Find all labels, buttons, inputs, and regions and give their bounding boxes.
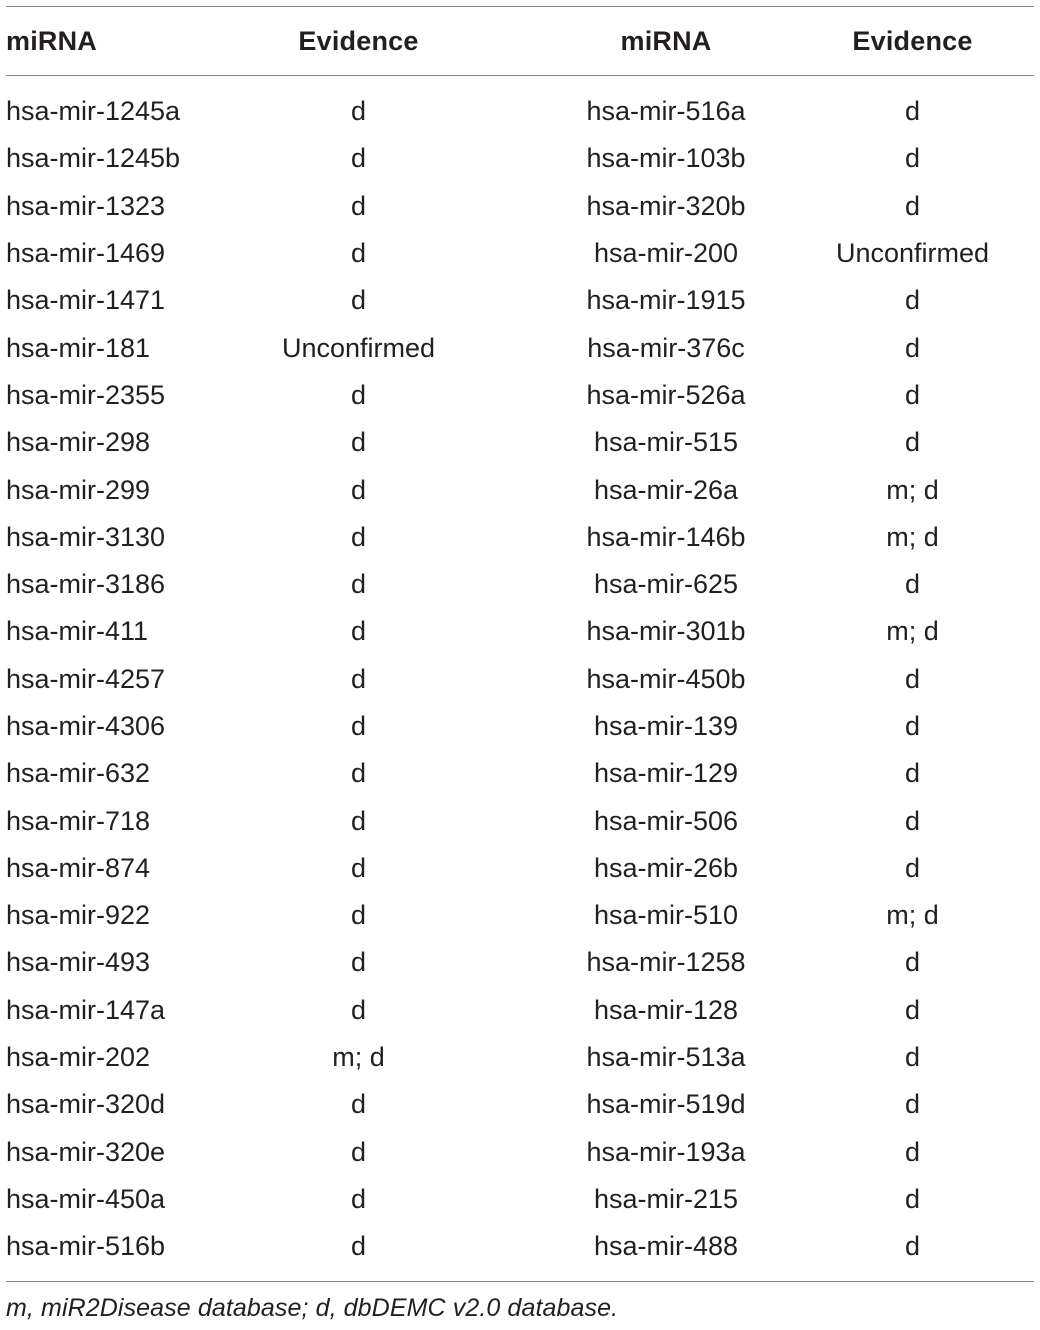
cell-mirna-left: hsa-mir-3186 [6, 569, 166, 600]
cell-evidence-left: Unconfirmed [281, 332, 436, 363]
cell-mirna-left: hsa-mir-320e [6, 1136, 166, 1167]
cell-evidence-left: d [350, 190, 367, 221]
table-row [6, 1129, 1034, 1176]
cell-evidence-left: d [350, 900, 367, 931]
cell-evidence-left: d [350, 96, 367, 127]
cell-mirna-left: hsa-mir-202 [6, 1042, 151, 1073]
cell-evidence-right: m; d [886, 521, 939, 552]
cell-evidence-right: d [904, 1136, 921, 1167]
cell-mirna-left: hsa-mir-411 [6, 616, 149, 647]
cell-evidence-left: d [350, 521, 367, 552]
cell-mirna-right: hsa-mir-450b [586, 663, 746, 694]
table-row [6, 939, 1034, 986]
cell-evidence-left: d [350, 427, 367, 458]
cell-mirna-right: hsa-mir-139 [593, 711, 739, 741]
cell-mirna-left: hsa-mir-299 [6, 474, 151, 505]
table-row [6, 703, 1034, 750]
cell-mirna-right: hsa-mir-129 [593, 758, 739, 789]
cell-mirna-right: hsa-mir-506 [593, 805, 739, 836]
cell-mirna-right: hsa-mir-519d [586, 1089, 746, 1120]
cell-evidence-right: Unconfirmed [835, 238, 990, 269]
table-row [6, 987, 1034, 1034]
cell-evidence-left: d [350, 805, 367, 836]
cell-mirna-right: hsa-mir-516a [586, 96, 746, 127]
cell-mirna-left: hsa-mir-632 [6, 758, 151, 789]
cell-mirna-left: hsa-mir-1323 [6, 190, 166, 221]
table-row [6, 324, 1034, 371]
cell-mirna-left: hsa-mir-181 [6, 332, 151, 363]
cell-evidence-right: d [904, 143, 921, 174]
cell-evidence-right: d [904, 285, 921, 316]
cell-evidence-left: d [350, 1231, 367, 1262]
table-row [6, 1223, 1034, 1270]
cell-mirna-left: hsa-mir-147a [6, 994, 166, 1025]
cell-mirna-right: hsa-mir-26b [593, 852, 739, 883]
cell-mirna-right: hsa-mir-513a [586, 1042, 746, 1073]
table-row [6, 230, 1034, 277]
cell-evidence-left: d [350, 852, 367, 883]
table-row [6, 750, 1034, 797]
cell-mirna-left: hsa-mir-298 [6, 427, 151, 458]
header-evidence-left: Evidence [298, 25, 419, 56]
cell-evidence-right: d [904, 852, 921, 883]
header-evidence-right: Evidence [852, 25, 973, 56]
cell-evidence-right: d [904, 427, 921, 458]
table-row [6, 1176, 1034, 1223]
table-row [6, 845, 1034, 892]
table-row [6, 76, 1034, 135]
table-row [6, 608, 1034, 655]
table-row [6, 1034, 1034, 1081]
cell-mirna-left: hsa-mir-1471 [6, 285, 166, 316]
cell-mirna-left: hsa-mir-320d [6, 1089, 166, 1120]
cell-evidence-right: d [904, 1231, 921, 1262]
cell-mirna-right: hsa-mir-128 [593, 994, 739, 1025]
cell-evidence-left: d [350, 663, 367, 694]
cell-evidence-right: m; d [886, 474, 939, 505]
cell-mirna-right: hsa-mir-193a [586, 1136, 746, 1167]
table-row [6, 183, 1034, 230]
cell-evidence-right: d [904, 379, 921, 410]
cell-mirna-right: hsa-mir-526a [586, 379, 746, 410]
cell-mirna-right: hsa-mir-510 [593, 900, 739, 931]
mirna-evidence-table [6, 7, 1034, 1270]
cell-mirna-right: hsa-mir-320b [586, 190, 746, 221]
cell-evidence-left: d [350, 1089, 367, 1120]
cell-evidence-left: d [350, 1183, 367, 1214]
cell-evidence-right: d [904, 332, 921, 363]
cell-evidence-right: d [904, 805, 921, 836]
cell-mirna-right: hsa-mir-200 [593, 238, 739, 269]
cell-evidence-right: d [904, 994, 921, 1025]
table-body [6, 76, 1034, 1270]
cell-mirna-left: hsa-mir-1245a [6, 96, 181, 127]
cell-evidence-left: d [350, 569, 367, 600]
cell-mirna-left: hsa-mir-4306 [6, 711, 166, 741]
cell-evidence-left: d [350, 474, 367, 505]
table-row [6, 561, 1034, 608]
cell-mirna-right: hsa-mir-1915 [586, 285, 746, 316]
mirna-table-container [6, 6, 1034, 1282]
table-row [6, 656, 1034, 703]
cell-mirna-right: hsa-mir-1258 [586, 947, 746, 978]
table-row [6, 797, 1034, 844]
cell-mirna-left: hsa-mir-493 [6, 947, 151, 978]
cell-evidence-right: d [904, 1042, 921, 1073]
cell-evidence-right: d [904, 663, 921, 694]
cell-mirna-right: hsa-mir-26a [593, 474, 739, 505]
cell-evidence-left: d [350, 994, 367, 1025]
cell-evidence-left: d [350, 616, 367, 647]
cell-evidence-right: d [904, 569, 921, 600]
cell-mirna-right: hsa-mir-515 [593, 427, 739, 458]
cell-mirna-right: hsa-mir-625 [593, 569, 739, 600]
cell-evidence-right: m; d [886, 616, 939, 647]
cell-evidence-right: d [904, 711, 921, 741]
cell-evidence-right: d [904, 190, 921, 221]
table-row [6, 277, 1034, 324]
cell-mirna-left: hsa-mir-3130 [6, 521, 166, 552]
cell-evidence-left: d [350, 143, 367, 174]
table-row [6, 1081, 1034, 1128]
cell-mirna-left: hsa-mir-874 [6, 852, 151, 883]
cell-mirna-left: hsa-mir-1245b [6, 143, 181, 174]
cell-mirna-left: hsa-mir-922 [6, 900, 151, 931]
table-header [6, 7, 1034, 76]
cell-evidence-right: m; d [886, 900, 939, 931]
cell-evidence-right: d [904, 758, 921, 789]
table-row [6, 135, 1034, 182]
cell-mirna-left: hsa-mir-2355 [6, 379, 166, 410]
header-mirna-left: miRNA [6, 25, 98, 56]
cell-evidence-left: d [350, 758, 367, 789]
cell-mirna-left: hsa-mir-718 [6, 805, 151, 836]
cell-mirna-left: hsa-mir-450a [6, 1183, 166, 1214]
cell-evidence-right: d [904, 1089, 921, 1120]
table-row [6, 892, 1034, 939]
cell-evidence-left: m; d [332, 1042, 385, 1073]
cell-evidence-right: d [904, 96, 921, 127]
cell-mirna-right: hsa-mir-376c [587, 332, 745, 363]
cell-mirna-left: hsa-mir-1469 [6, 238, 166, 269]
header-mirna-right: miRNA [620, 25, 712, 56]
table-row [6, 372, 1034, 419]
cell-evidence-left: d [350, 1136, 367, 1167]
cell-evidence-left: d [350, 379, 367, 410]
cell-evidence-left: d [350, 947, 367, 978]
cell-evidence-left: d [350, 238, 367, 269]
cell-mirna-left: hsa-mir-516b [6, 1231, 166, 1262]
table-footnote: m, miR2Disease database; d, dbDEMC v2.0 database. [6, 1294, 619, 1322]
cell-mirna-right: hsa-mir-215 [593, 1183, 739, 1214]
cell-mirna-right: hsa-mir-103b [586, 143, 746, 174]
table-row [6, 514, 1034, 561]
table-row [6, 419, 1034, 466]
cell-evidence-left: d [350, 285, 367, 316]
cell-evidence-left: d [350, 711, 367, 741]
cell-mirna-right: hsa-mir-146b [586, 521, 746, 552]
table-bottom-rule [6, 1281, 1034, 1282]
cell-evidence-right: d [904, 1183, 921, 1214]
cell-evidence-right: d [904, 947, 921, 978]
header-row [6, 7, 1034, 75]
cell-mirna-right: hsa-mir-488 [593, 1231, 739, 1262]
cell-mirna-left: hsa-mir-4257 [6, 663, 166, 694]
cell-mirna-right: hsa-mir-301b [586, 616, 746, 647]
table-row [6, 466, 1034, 513]
